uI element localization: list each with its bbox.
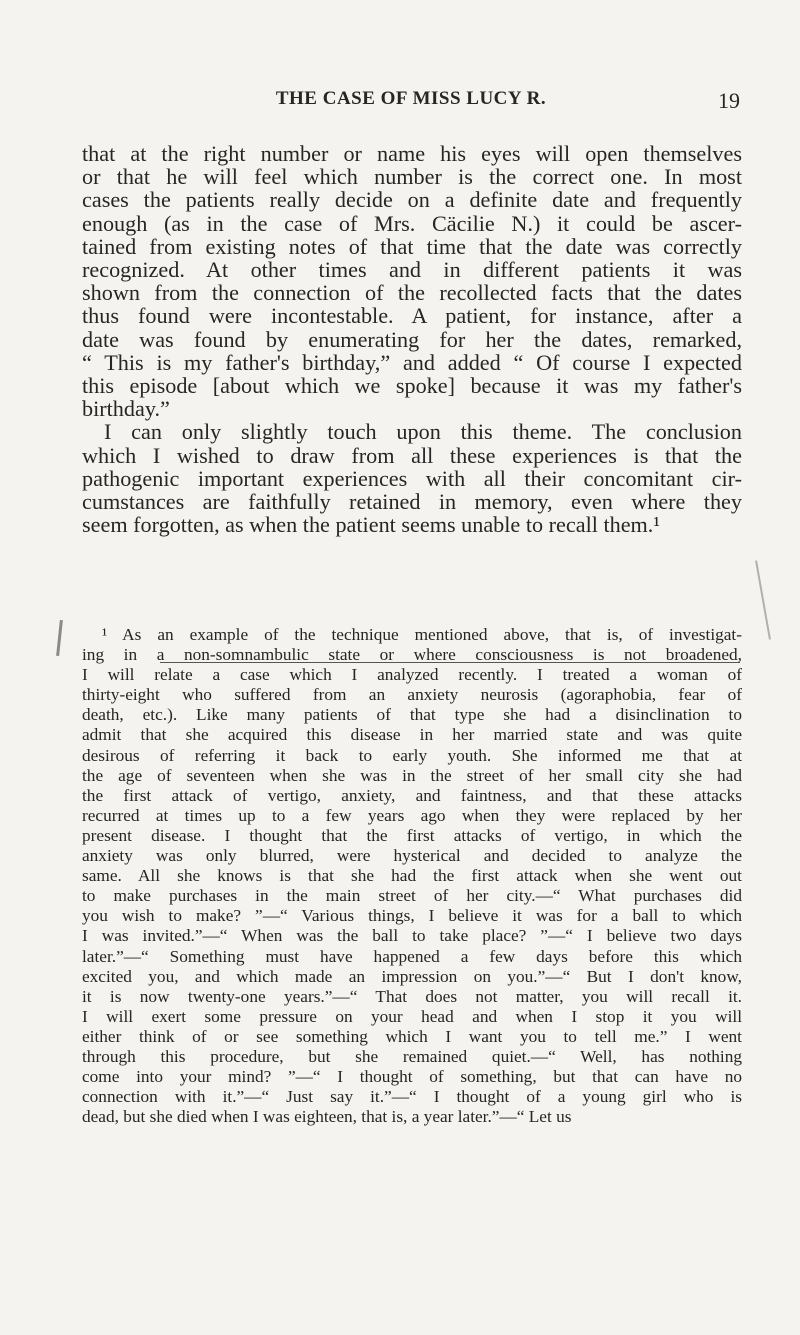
body-line: I can only slightly touch upon this theme. The conclusion (104, 419, 742, 445)
footnote-line: the age of seventeen when she was in the street of her small city she had (82, 765, 742, 785)
footnote-line: ¹ As an example of the technique mentioned above, that is, of investigat- (102, 625, 742, 644)
body-line: cases the patients really decide on a definite date and frequently (82, 187, 742, 213)
footnote-line: I was invited.”—“ When was the ball to take place? ”—“ I believe two days (82, 926, 742, 946)
footnote-line: the first attack of vertigo, anxiety, and faintness, and that these attacks (82, 785, 742, 805)
running-head (82, 88, 740, 118)
footnote-line: recurred at times up to a few years ago when they were replaced by her (82, 805, 742, 825)
pencil-margin-mark (755, 560, 771, 639)
running-title: THE CASE OF MISS LUCY R. (275, 88, 547, 109)
footnote-line: later.”—“ Something must have happened a few days before this which (82, 946, 742, 966)
footnote-line: either think of or see something which I want you to tell me.” I went (82, 1026, 742, 1046)
footnote-line: present disease. I thought that the first attacks of vertigo, in which the (82, 825, 742, 845)
footnote-line: thirty-eight who suffered from an anxiety neurosis (agoraphobia, fear of (82, 685, 742, 705)
body-line: or that he will feel which number is the correct one. In most (82, 164, 742, 190)
footnote-line: come into your mind? ”—“ I thought of something, but that can have no (82, 1067, 742, 1087)
footnote-line: death, etc.). Like many patients of that type she had a disinclination to (82, 705, 742, 725)
footnote (82, 625, 742, 1127)
footnote-line: connection with it.”—“ Just say it.”—“ I thought of a young girl who is (82, 1087, 742, 1107)
body-line: pathogenic important experiences with all their concomitant cir- (82, 465, 742, 491)
footnote-line: I will exert some pressure on your head and when I stop it you will (82, 1006, 742, 1026)
body-line: thus found were incontestable. A patient, for instance, after a (82, 303, 742, 329)
body-line: this episode [about which we spoke] because it was my father's (82, 373, 742, 399)
body-line: date was found by enumerating for her the dates, remarked, (82, 326, 742, 352)
footnote-line: through this procedure, but she remained quiet.—“ Well, has nothing (82, 1046, 742, 1066)
footnote-line: to make purchases in the main street of her city.—“ What purchases did (82, 886, 742, 906)
body-line: “ This is my father's birthday,” and added “ Of course I expected (82, 349, 742, 375)
page-number: 19 (718, 88, 740, 113)
body-line: shown from the connection of the recollected facts that the dates (82, 280, 742, 306)
body-text (82, 142, 742, 536)
body-line: cumstances are faithfully retained in memory, even where they (82, 489, 742, 515)
footnote-line: admit that she acquired this disease in her married state and was quite (82, 725, 742, 745)
body-line: birthday.” (82, 396, 170, 422)
footnote-line: excited you, and which made an impression on you.”—“ But I don't know, (82, 966, 742, 986)
footnote-line: desirous of referring it back to early youth. She informed me that at (82, 745, 742, 765)
footnote-line: you wish to make? ”—“ Various things, I believe it was for a ball to which (82, 906, 742, 926)
footnote-line: anxiety was only blurred, were hysterical and decided to analyze the (82, 846, 742, 866)
body-line: enough (as in the case of Mrs. Cäcilie N.) it could be ascer- (82, 210, 742, 236)
footnote-line: ing in a non-somnambulic state or where consciousness is not broadened, (82, 645, 742, 665)
body-line: that at the right number or name his eyes will open themselves (82, 141, 742, 166)
footnote-line: dead, but she died when I was eighteen, that is, a year later.”—“ Let us (82, 1107, 572, 1127)
footnote-line: I will relate a case which I analyzed recently. I treated a woman of (82, 665, 742, 685)
body-line: recognized. At other times and in different patients it was (82, 257, 742, 283)
body-line: tained from existing notes of that time that the date was correctly (82, 233, 742, 259)
footnote-line: same. All she knows is that she had the first attack when she went out (82, 866, 742, 886)
body-line: seem forgotten, as when the patient seems unable to recall them.¹ (82, 512, 661, 538)
body-line: which I wished to draw from all these experiences is that the (82, 442, 742, 468)
footnote-line: it is now twenty-one years.”—“ That does not matter, you will recall it. (82, 986, 742, 1006)
pencil-margin-mark (56, 620, 63, 656)
